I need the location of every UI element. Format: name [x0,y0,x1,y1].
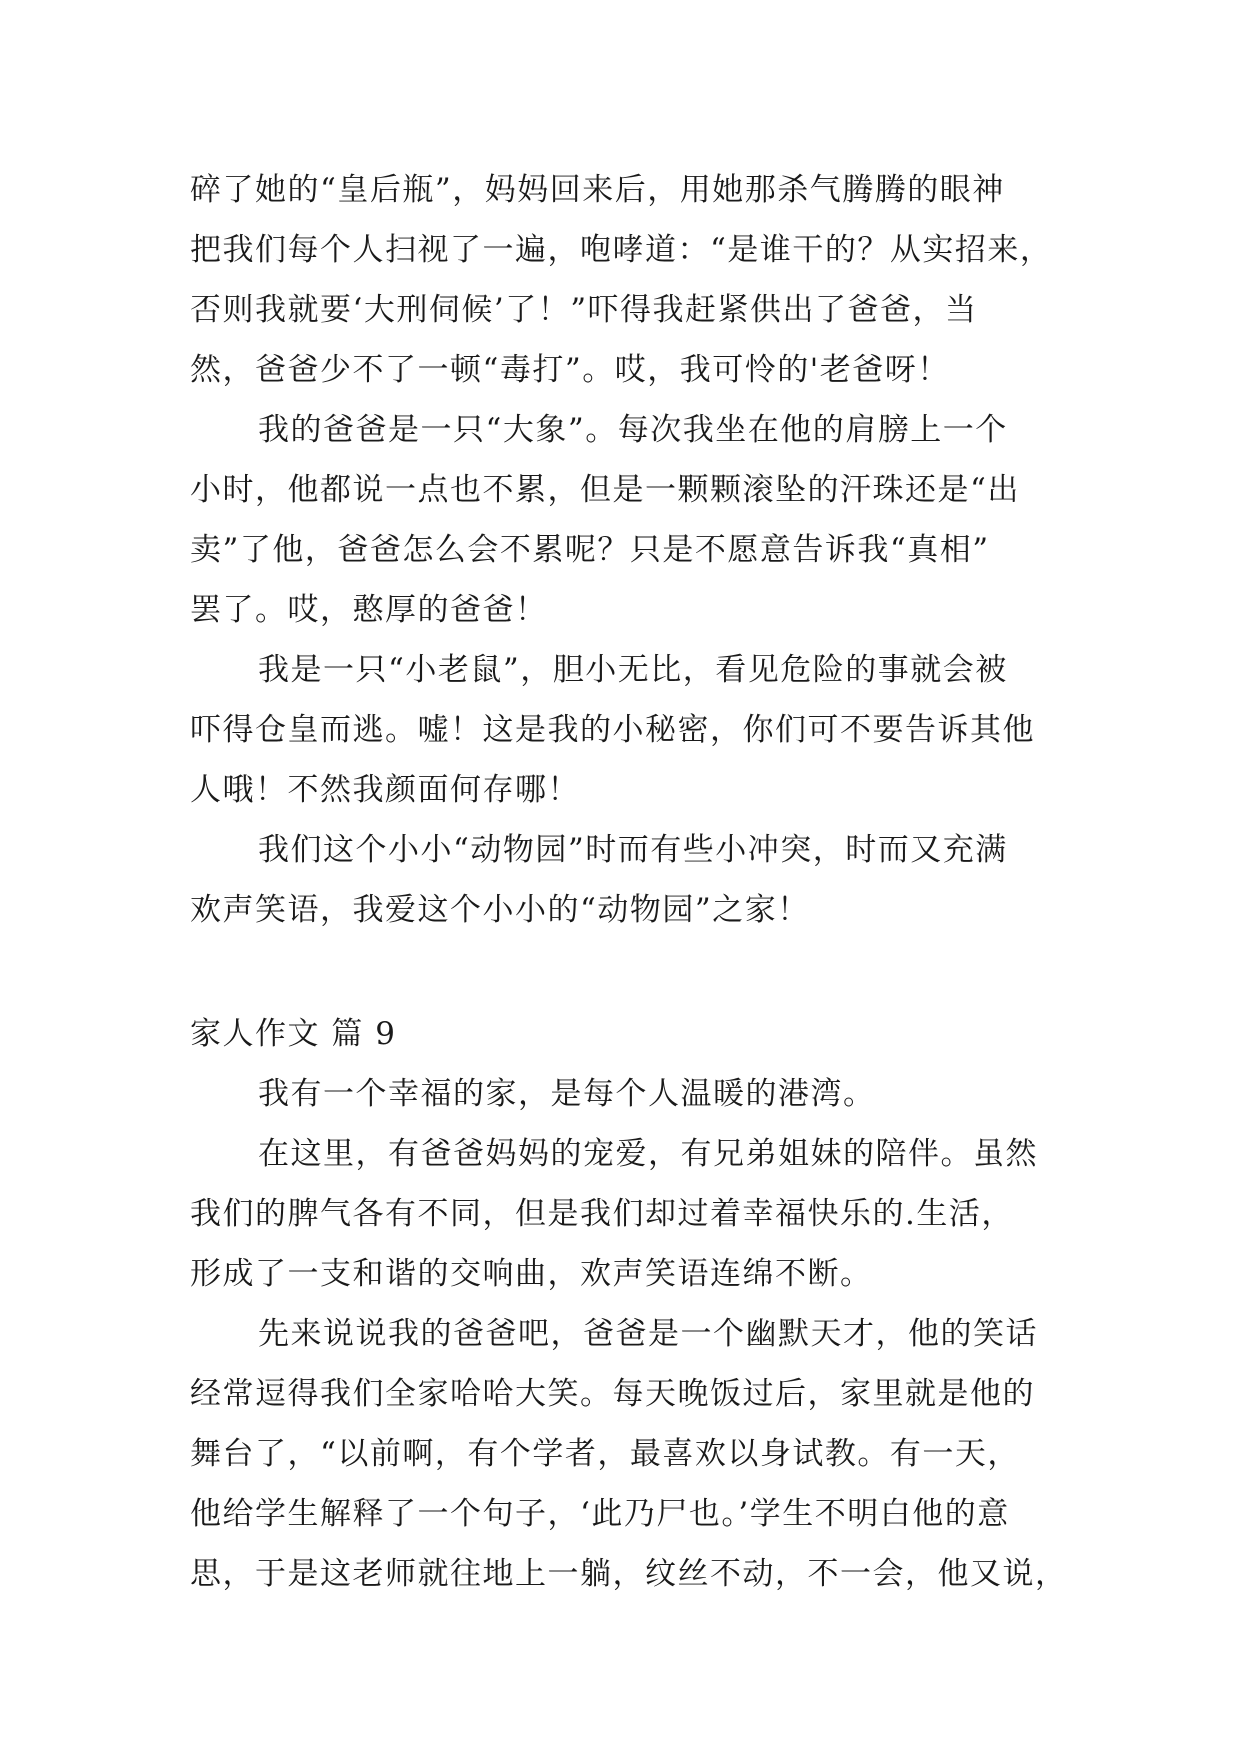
paragraph-line: 舞台了，“以前啊，有个学者，最喜欢以身试教。有一天， [190,1436,1020,1472]
paragraph-line: 我们这个小小“动物园”时而有些小冲突，时而又充满 [258,832,1008,868]
paragraph-line: 思，于是这老师就往地上一躺，纹丝不动，不一会，他又说， [190,1556,1068,1592]
paragraph-line: 欢声笑语，我爱这个小小的“动物园”之家！ [190,892,810,928]
section-gap [190,940,1058,1004]
paragraph-line: 罢了。哎，憨厚的爸爸！ [190,592,548,628]
paragraph-line: 小时，他都说一点也不累，但是一颗颗滚坠的汗珠还是“出 [190,472,1020,508]
paragraph-line: 我的爸爸是一只“大象”。每次我坐在他的肩膀上一个 [258,412,1008,448]
paragraph-line: 吓得仓皇而逃。嘘！这是我的小秘密，你们可不要告诉其他 [190,712,1035,748]
paragraph-line: 在这里，有爸爸妈妈的宠爱，有兄弟姐妹的陪伴。虽然 [258,1136,1038,1172]
paragraph-line: 先来说说我的爸爸吧，爸爸是一个幽默天才，他的笑话 [258,1316,1038,1352]
paragraph-line: 人哦！不然我颜面何存哪！ [190,772,580,808]
paragraph-line: 经常逗得我们全家哈哈大笑。每天晚饭过后，家里就是他的 [190,1376,1035,1412]
paragraph-line: 形成了一支和谐的交响曲，欢声笑语连绵不断。 [190,1256,873,1292]
paragraph-line: 我是一只“小老鼠”，胆小无比，看见危险的事就会被 [258,652,1008,688]
paragraph-line: 他给学生解释了一个句子，‘此乃尸也。’学生不明白他的意 [190,1496,1010,1532]
paragraph-line: 卖”了他，爸爸怎么会不累呢？只是不愿意告诉我“真相” [190,532,990,568]
section-heading: 家人作文 篇 9 [190,1016,397,1052]
document-body [190,160,1068,1604]
paragraph-line: 我有一个幸福的家，是每个人温暖的港湾。 [258,1076,876,1112]
paragraph-line: 我们的脾气各有不同，但是我们却过着幸福快乐的.生活， [190,1196,1014,1232]
paragraph-line: 否则我就要‘大刑伺候’了！”吓得我赶紧供出了爸爸，当 [190,292,978,328]
paragraph-line: 把我们每个人扫视了一遍，咆哮道：“是谁干的？从实招来， [190,232,1053,268]
paragraph-line: 碎了她的“皇后瓶”，妈妈回来后，用她那杀气腾腾的眼神 [190,172,1005,208]
paragraph-line: 然，爸爸少不了一顿“毒打”。哎，我可怜的'老爸呀！ [190,352,950,388]
